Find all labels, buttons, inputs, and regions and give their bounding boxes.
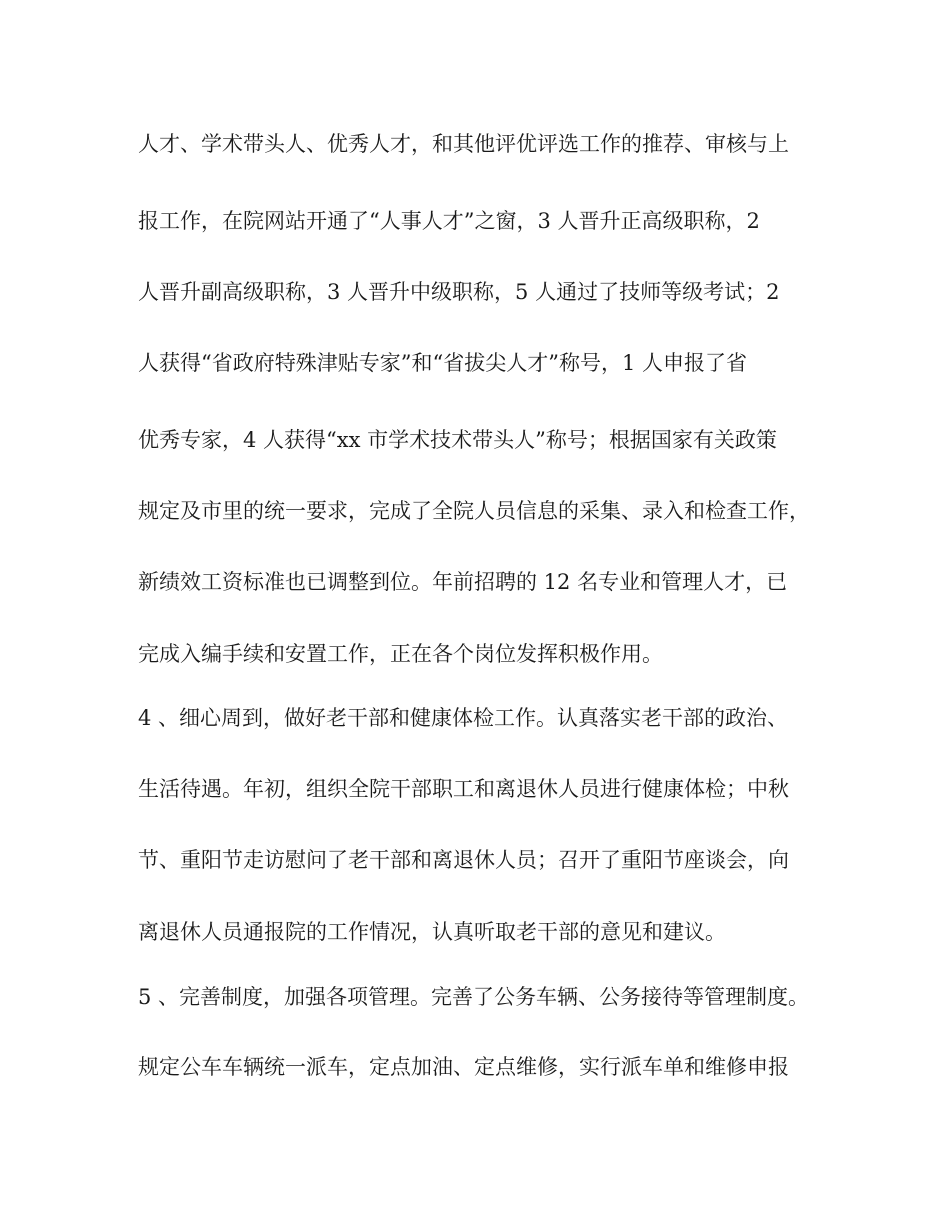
text-line-10: 生活待遇。年初，组织全院干部职工和离退休人员进行健康体检；中秋 (138, 777, 789, 801)
text-line-12: 离退休人员通报院的工作情况，认真听取老干部的意见和建议。 (138, 920, 726, 944)
text-line-9: 4 、细心周到，做好老干部和健康体检工作。认真落实老干部的政治、 (138, 706, 789, 730)
text-line-11: 节、重阳节走访慰问了老干部和离退休人员；召开了重阳节座谈会，向 (138, 848, 789, 872)
text-line-6: 规定及市里的统一要求，完成了全院人员信息的采集、录入和检查工作， (138, 499, 810, 523)
text-line-4: 人获得“省政府特殊津贴专家”和“省拔尖人才”称号，1 人申报了省 (138, 351, 747, 375)
text-line-2: 报工作，在院网站开通了“人事人才”之窗，3 人晋升正高级职称，2 (138, 209, 760, 233)
text-line-14: 规定公车车辆统一派车，定点加油、定点维修，实行派车单和维修申报 (138, 1055, 789, 1079)
text-line-8: 完成入编手续和安置工作，正在各个岗位发挥积极作用。 (138, 642, 663, 666)
text-line-5: 优秀专家，4 人获得“xx 市学术技术带头人”称号；根据国家有关政策 (138, 428, 777, 452)
text-line-7: 新绩效工资标准也已调整到位。年前招聘的 12 名专业和管理人才，已 (138, 570, 788, 594)
text-line-13: 5 、完善制度，加强各项管理。完善了公务车辆、公务接待等管理制度。 (138, 985, 810, 1009)
text-line-1: 人才、学术带头人、优秀人才，和其他评优评选工作的推荐、审核与上 (138, 132, 789, 156)
text-line-3: 人晋升副高级职称，3 人晋升中级职称，5 人通过了技师等级考试；2 (138, 280, 780, 304)
